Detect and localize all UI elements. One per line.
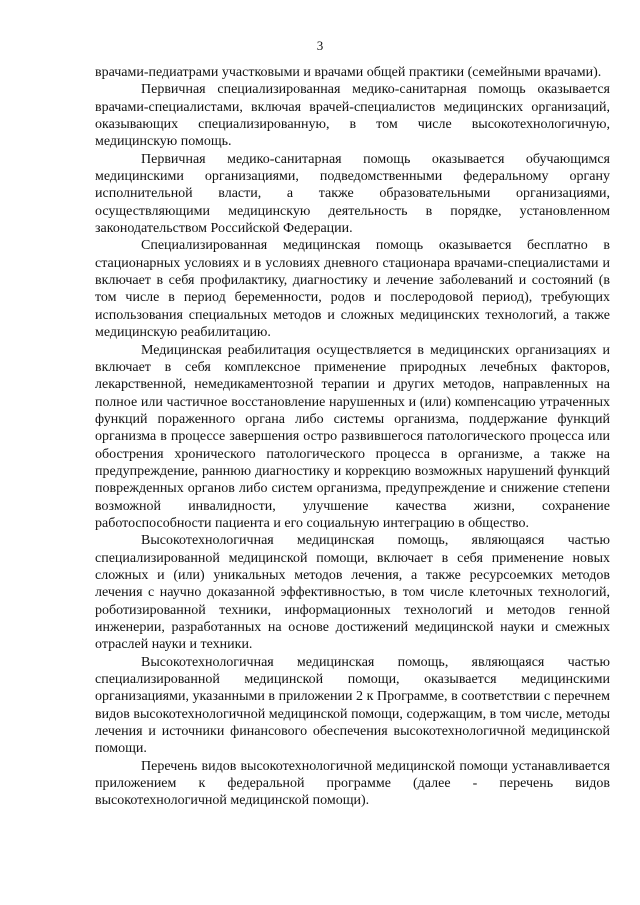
paragraph-medical-rehabilitation: Медицинская реабилитация осуществляется в медицинских организациях и включает в себя комплексное применение природных лечебных факторов, лекарственной, немедикаментозной терапии и других методов, направленных на полное или частичное восстановление нарушенных и (или) компенсацию утраченных функций пораженного органа либо системы организма, поддержание функций организма в процессе завершения остро развившегося патологического процесса или обострения хронического патологического процесса в организме, а также на предупреждение, раннюю диагностику и коррекцию возможных нарушений функций поврежденных органов либо систем организма, предупреждение и снижение степени возможной инвалидности, улучшение качества жизни, сохранение работоспособности пациента и его социальную интеграцию в общество. xyxy=(95,342,610,531)
paragraph-primary-care-students: Первичная медико-санитарная помощь оказывается обучающимся медицинскими организациями, подведомственными федеральному органу исполнительной власти, а также образовательными организациями, осуществляющими медицинскую деятельность в порядке, установленном законодательством Российской Федерации. xyxy=(95,151,610,237)
paragraph-specialized-care: Специализированная медицинская помощь оказывается бесплатно в стационарных условиях и в условиях дневного стационара врачами-специалистами и включает в себя профилактику, диагностику и лечение заболеваний и состояний (в том числе в период беременности, родов и послеродовой период), требующих использования специальных методов и сложных медицинских технологий, а также медицинскую реабилитацию. xyxy=(95,238,610,341)
paragraph-high-tech-care-list: Перечень видов высокотехнологичной медицинской помощи устанавливается приложением к федеральной программе (далее - перечень видов высокотехнологичной медицинской помощи). xyxy=(95,758,610,809)
paragraph-continuation: врачами-педиатрами участковыми и врачами общей практики (семейными врачами). xyxy=(95,65,602,80)
paragraph-primary-specialized-care: Первичная специализированная медико-санитарная помощь оказывается врачами-специалистами, включая врачей-специалистов медицинских организаций, оказывающих специализированную, в том числе высокотехнологичную, медицинскую помощь. xyxy=(95,82,610,150)
paragraph-high-tech-care-providers: Высокотехнологичная медицинская помощь, являющаяся частью специализированной медицинской помощи, оказывается медицинскими организациями, указанными в приложении 2 к Программе, в соответствии с перечнем видов высокотехнологичной медицинской помощи, содержащим, в том числе, методы лечения и источники финансового обеспечения высокотехнологичной медицинской помощи. xyxy=(95,654,610,757)
page-number: 3 xyxy=(316,38,324,53)
document-body xyxy=(95,64,610,810)
paragraph-high-tech-care-definition: Высокотехнологичная медицинская помощь, являющаяся частью специализированной медицинской помощи, включает в себя применение новых сложных и (или) уникальных методов лечения, а также ресурсоемких методов лечения с научно доказанной эффективностью, в том числе клеточных технологий, роботизированной техники, информационных технологий и методов генной инженерии, разработанных на основе достижений медицинской науки и смежных отраслей науки и техники. xyxy=(95,533,610,653)
